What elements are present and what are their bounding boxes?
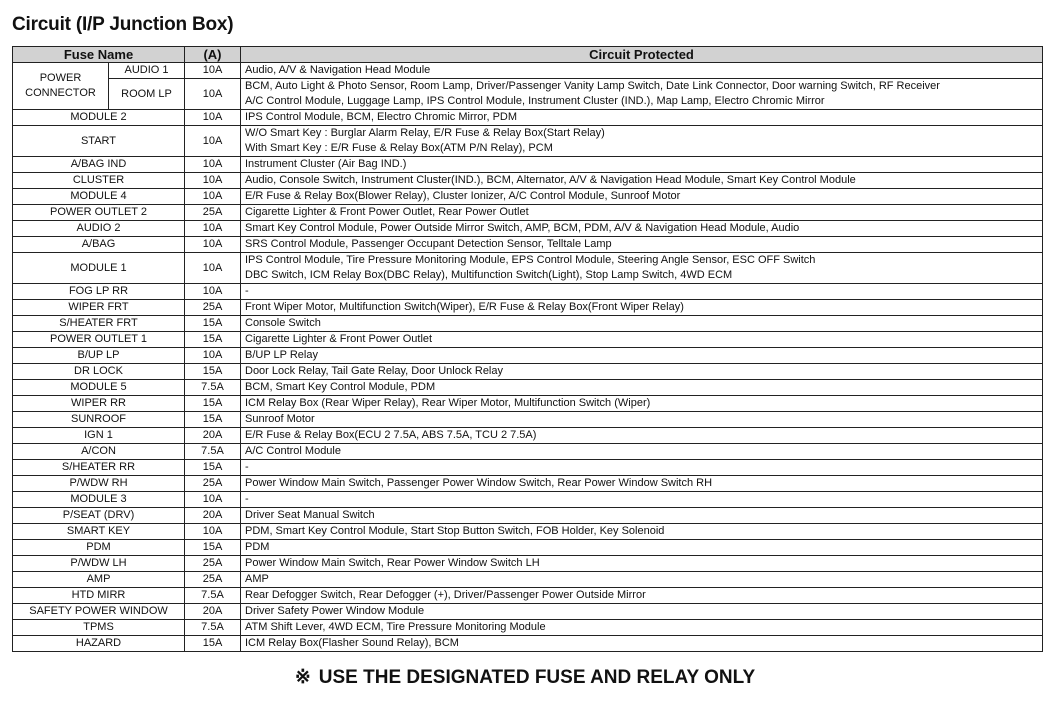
circuit-line: Rear Defogger Switch, Rear Defogger (+), Driver/Passenger Power Outside Mirror — [245, 589, 646, 601]
circuit-line: Driver Seat Manual Switch — [245, 509, 375, 521]
table-row — [13, 636, 1043, 652]
circuit-line: Power Window Main Switch, Passenger Power Window Switch, Rear Power Window Switch RH — [245, 477, 713, 489]
circuit-line: Cigarette Lighter & Front Power Outlet — [245, 333, 433, 345]
circuit-cell — [241, 540, 1043, 556]
fuse-amp: 15A — [185, 332, 241, 348]
fuse-name: FOG LP RR — [13, 284, 185, 300]
table-row — [13, 221, 1043, 237]
fuse-name: SAFETY POWER WINDOW — [13, 604, 185, 620]
fuse-amp: 15A — [185, 396, 241, 412]
fuse-amp: 10A — [185, 492, 241, 508]
table-row — [13, 412, 1043, 428]
table-row — [13, 348, 1043, 364]
table-row — [13, 380, 1043, 396]
fuse-amp: 25A — [185, 556, 241, 572]
table-row — [13, 157, 1043, 173]
circuit-cell — [241, 396, 1043, 412]
circuit-line: PDM — [245, 541, 270, 553]
table-row — [13, 556, 1043, 572]
table-row — [13, 572, 1043, 588]
table-row — [13, 205, 1043, 221]
circuit-line: E/R Fuse & Relay Box(Blower Relay), Cluster Ionizer, A/C Control Module, Sunroof Motor — [245, 190, 681, 202]
page-title: Circuit (I/P Junction Box) — [12, 14, 234, 35]
circuit-line: A/C Control Module, Luggage Lamp, IPS Control Module, Instrument Cluster (IND.), Map Lamp, Electro Chromic Mirror — [245, 95, 825, 107]
table-row — [13, 588, 1043, 604]
fuse-name: POWER OUTLET 1 — [13, 332, 185, 348]
notice-text: USE THE DESIGNATED FUSE AND RELAY ONLY — [318, 667, 756, 688]
circuit-cell — [241, 604, 1043, 620]
circuit-cell — [241, 524, 1043, 540]
circuit-line: Sunroof Motor — [245, 413, 315, 425]
circuit-cell — [241, 79, 1043, 110]
fuse-name: START — [13, 126, 185, 157]
fuse-name: A/CON — [13, 444, 185, 460]
table-row — [13, 508, 1043, 524]
circuit-cell — [241, 508, 1043, 524]
fuse-name: A/BAG IND — [13, 157, 185, 173]
fuse-name: WIPER FRT — [13, 300, 185, 316]
fuse-name: TPMS — [13, 620, 185, 636]
fuse-amp: 10A — [185, 237, 241, 253]
circuit-line: - — [245, 461, 249, 473]
fuse-amp: 15A — [185, 412, 241, 428]
circuit-line: ICM Relay Box(Flasher Sound Relay), BCM — [245, 637, 459, 649]
fuse-name: DR LOCK — [13, 364, 185, 380]
fuse-name: AMP — [13, 572, 185, 588]
circuit-line: - — [245, 493, 249, 505]
fuse-name: WIPER RR — [13, 396, 185, 412]
table-row — [13, 300, 1043, 316]
circuit-cell — [241, 237, 1043, 253]
header-fuse-name: Fuse Name — [13, 47, 185, 63]
fuse-name: POWER OUTLET 2 — [13, 205, 185, 221]
circuit-line: Door Lock Relay, Tail Gate Relay, Door Unlock Relay — [245, 365, 503, 377]
table-row — [13, 237, 1043, 253]
fuse-name: SMART KEY — [13, 524, 185, 540]
table-row — [13, 126, 1043, 157]
circuit-line: Audio, Console Switch, Instrument Cluster(IND.), BCM, Alternator, A/V & Navigation Head Module, Smart Key Control Module — [245, 174, 856, 186]
fuse-name: HAZARD — [13, 636, 185, 652]
circuit-cell — [241, 460, 1043, 476]
circuit-cell — [241, 588, 1043, 604]
fuse-amp: 15A — [185, 636, 241, 652]
circuit-cell — [241, 380, 1043, 396]
circuit-line: E/R Fuse & Relay Box(ECU 2 7.5A, ABS 7.5A, TCU 2 7.5A) — [245, 429, 537, 441]
circuit-line: Console Switch — [245, 317, 321, 329]
table-row — [13, 364, 1043, 380]
fuse-table — [12, 46, 1043, 652]
circuit-cell — [241, 476, 1043, 492]
table-row — [13, 460, 1043, 476]
circuit-line: Instrument Cluster (Air Bag IND.) — [245, 158, 407, 170]
circuit-line: Power Window Main Switch, Rear Power Window Switch LH — [245, 557, 540, 569]
fuse-amp: 10A — [185, 221, 241, 237]
reference-mark-icon: ※ — [294, 667, 311, 688]
fuse-name: S/HEATER RR — [13, 460, 185, 476]
fuse-amp: 25A — [185, 300, 241, 316]
circuit-line: DBC Switch, ICM Relay Box(DBC Relay), Multifunction Switch(Light), Stop Lamp Switch, 4WD ECM — [245, 269, 733, 281]
fuse-name: CLUSTER — [13, 173, 185, 189]
fuse-name: S/HEATER FRT — [13, 316, 185, 332]
circuit-cell — [241, 253, 1043, 284]
circuit-cell — [241, 157, 1043, 173]
circuit-cell — [241, 205, 1043, 221]
table-row — [13, 492, 1043, 508]
circuit-cell — [241, 620, 1043, 636]
fuse-amp: 10A — [185, 63, 241, 79]
fuse-amp: 10A — [185, 524, 241, 540]
fuse-name: MODULE 1 — [13, 253, 185, 284]
table-row — [13, 540, 1043, 556]
table-row — [13, 173, 1043, 189]
fuse-amp: 10A — [185, 253, 241, 284]
fuse-amp: 10A — [185, 126, 241, 157]
fuse-table-body — [13, 63, 1043, 652]
circuit-line: With Smart Key : E/R Fuse & Relay Box(ATM P/N Relay), PCM — [245, 142, 553, 154]
circuit-line: BCM, Smart Key Control Module, PDM — [245, 381, 436, 393]
circuit-cell — [241, 428, 1043, 444]
fuse-amp: 10A — [185, 284, 241, 300]
table-row — [13, 444, 1043, 460]
circuit-cell — [241, 63, 1043, 79]
circuit-cell — [241, 221, 1043, 237]
circuit-cell — [241, 364, 1043, 380]
circuit-cell — [241, 636, 1043, 652]
fuse-name: IGN 1 — [13, 428, 185, 444]
table-row — [13, 284, 1043, 300]
table-row — [13, 428, 1043, 444]
fuse-sub-name: AUDIO 1 — [109, 63, 185, 79]
table-row — [13, 620, 1043, 636]
circuit-cell — [241, 173, 1043, 189]
fuse-amp: 10A — [185, 157, 241, 173]
fuse-name: MODULE 3 — [13, 492, 185, 508]
fuse-name: AUDIO 2 — [13, 221, 185, 237]
table-row — [13, 476, 1043, 492]
circuit-line: B/UP LP Relay — [245, 349, 318, 361]
fuse-amp: 20A — [185, 428, 241, 444]
fuse-amp: 7.5A — [185, 588, 241, 604]
fuse-name: P/WDW RH — [13, 476, 185, 492]
fuse-name: MODULE 4 — [13, 189, 185, 205]
circuit-line: PDM, Smart Key Control Module, Start Stop Button Switch, FOB Holder, Key Solenoid — [245, 525, 665, 537]
header-circuit: Circuit Protected — [241, 47, 1043, 63]
circuit-cell — [241, 126, 1043, 157]
fuse-name: P/WDW LH — [13, 556, 185, 572]
circuit-cell — [241, 332, 1043, 348]
circuit-cell — [241, 492, 1043, 508]
fuse-name: A/BAG — [13, 237, 185, 253]
fuse-amp: 15A — [185, 316, 241, 332]
circuit-line: IPS Control Module, BCM, Electro Chromic Mirror, PDM — [245, 111, 518, 123]
notice — [0, 666, 1050, 689]
circuit-line: Cigarette Lighter & Front Power Outlet, Rear Power Outlet — [245, 206, 529, 218]
fuse-amp: 7.5A — [185, 380, 241, 396]
circuit-cell — [241, 348, 1043, 364]
fuse-amp: 7.5A — [185, 444, 241, 460]
fuse-name: HTD MIRR — [13, 588, 185, 604]
fuse-amp: 10A — [185, 173, 241, 189]
fuse-name: MODULE 2 — [13, 110, 185, 126]
fuse-amp: 25A — [185, 572, 241, 588]
fuse-name: MODULE 5 — [13, 380, 185, 396]
fuse-amp: 10A — [185, 189, 241, 205]
table-row — [13, 332, 1043, 348]
circuit-line: ATM Shift Lever, 4WD ECM, Tire Pressure Monitoring Module — [245, 621, 546, 633]
circuit-cell — [241, 189, 1043, 205]
table-row — [13, 63, 1043, 79]
circuit-cell — [241, 316, 1043, 332]
circuit-cell — [241, 284, 1043, 300]
fuse-amp: 7.5A — [185, 620, 241, 636]
fuse-amp: 15A — [185, 460, 241, 476]
circuit-line: A/C Control Module — [245, 445, 341, 457]
circuit-line: Smart Key Control Module, Power Outside Mirror Switch, AMP, BCM, PDM, A/V & Navigation Head Module, Audio — [245, 222, 800, 234]
circuit-line: BCM, Auto Light & Photo Sensor, Room Lamp, Driver/Passenger Vanity Lamp Switch, Date Link Connector, Door warning Switch, RF Receiver — [245, 80, 940, 92]
circuit-line: AMP — [245, 573, 269, 585]
fuse-amp: 20A — [185, 508, 241, 524]
circuit-line: ICM Relay Box (Rear Wiper Relay), Rear Wiper Motor, Multifunction Switch (Wiper) — [245, 397, 651, 409]
circuit-line: Front Wiper Motor, Multifunction Switch(Wiper), E/R Fuse & Relay Box(Front Wiper Relay) — [245, 301, 684, 313]
fuse-amp: 25A — [185, 476, 241, 492]
fuse-name: PDM — [13, 540, 185, 556]
fuse-amp: 10A — [185, 79, 241, 110]
table-row — [13, 316, 1043, 332]
table-header-row — [13, 47, 1043, 63]
fuse-amp: 15A — [185, 540, 241, 556]
fuse-name: B/UP LP — [13, 348, 185, 364]
table-row — [13, 604, 1043, 620]
table-row — [13, 253, 1043, 284]
table-row — [13, 524, 1043, 540]
fuse-amp: 10A — [185, 110, 241, 126]
fuse-amp: 25A — [185, 205, 241, 221]
circuit-cell — [241, 572, 1043, 588]
fuse-name: P/SEAT (DRV) — [13, 508, 185, 524]
circuit-line: IPS Control Module, Tire Pressure Monitoring Module, EPS Control Module, Steering Angle Sensor, ESC OFF Switch — [245, 254, 816, 266]
circuit-cell — [241, 556, 1043, 572]
table-row — [13, 79, 1043, 110]
circuit-cell — [241, 444, 1043, 460]
power-connector-label: POWER CONNECTOR — [13, 63, 109, 110]
table-row — [13, 110, 1043, 126]
fuse-amp: 20A — [185, 604, 241, 620]
fuse-sub-name: ROOM LP — [109, 79, 185, 110]
circuit-cell — [241, 412, 1043, 428]
circuit-line: Audio, A/V & Navigation Head Module — [245, 64, 431, 76]
fuse-amp: 15A — [185, 364, 241, 380]
circuit-line: - — [245, 285, 249, 297]
table-row — [13, 396, 1043, 412]
circuit-cell — [241, 110, 1043, 126]
table-row — [13, 189, 1043, 205]
circuit-cell — [241, 300, 1043, 316]
header-amp: (A) — [185, 47, 241, 63]
circuit-line: SRS Control Module, Passenger Occupant Detection Sensor, Telltale Lamp — [245, 238, 612, 250]
circuit-line: W/O Smart Key : Burglar Alarm Relay, E/R Fuse & Relay Box(Start Relay) — [245, 127, 605, 139]
fuse-amp: 10A — [185, 348, 241, 364]
fuse-name: SUNROOF — [13, 412, 185, 428]
circuit-line: Driver Safety Power Window Module — [245, 605, 425, 617]
